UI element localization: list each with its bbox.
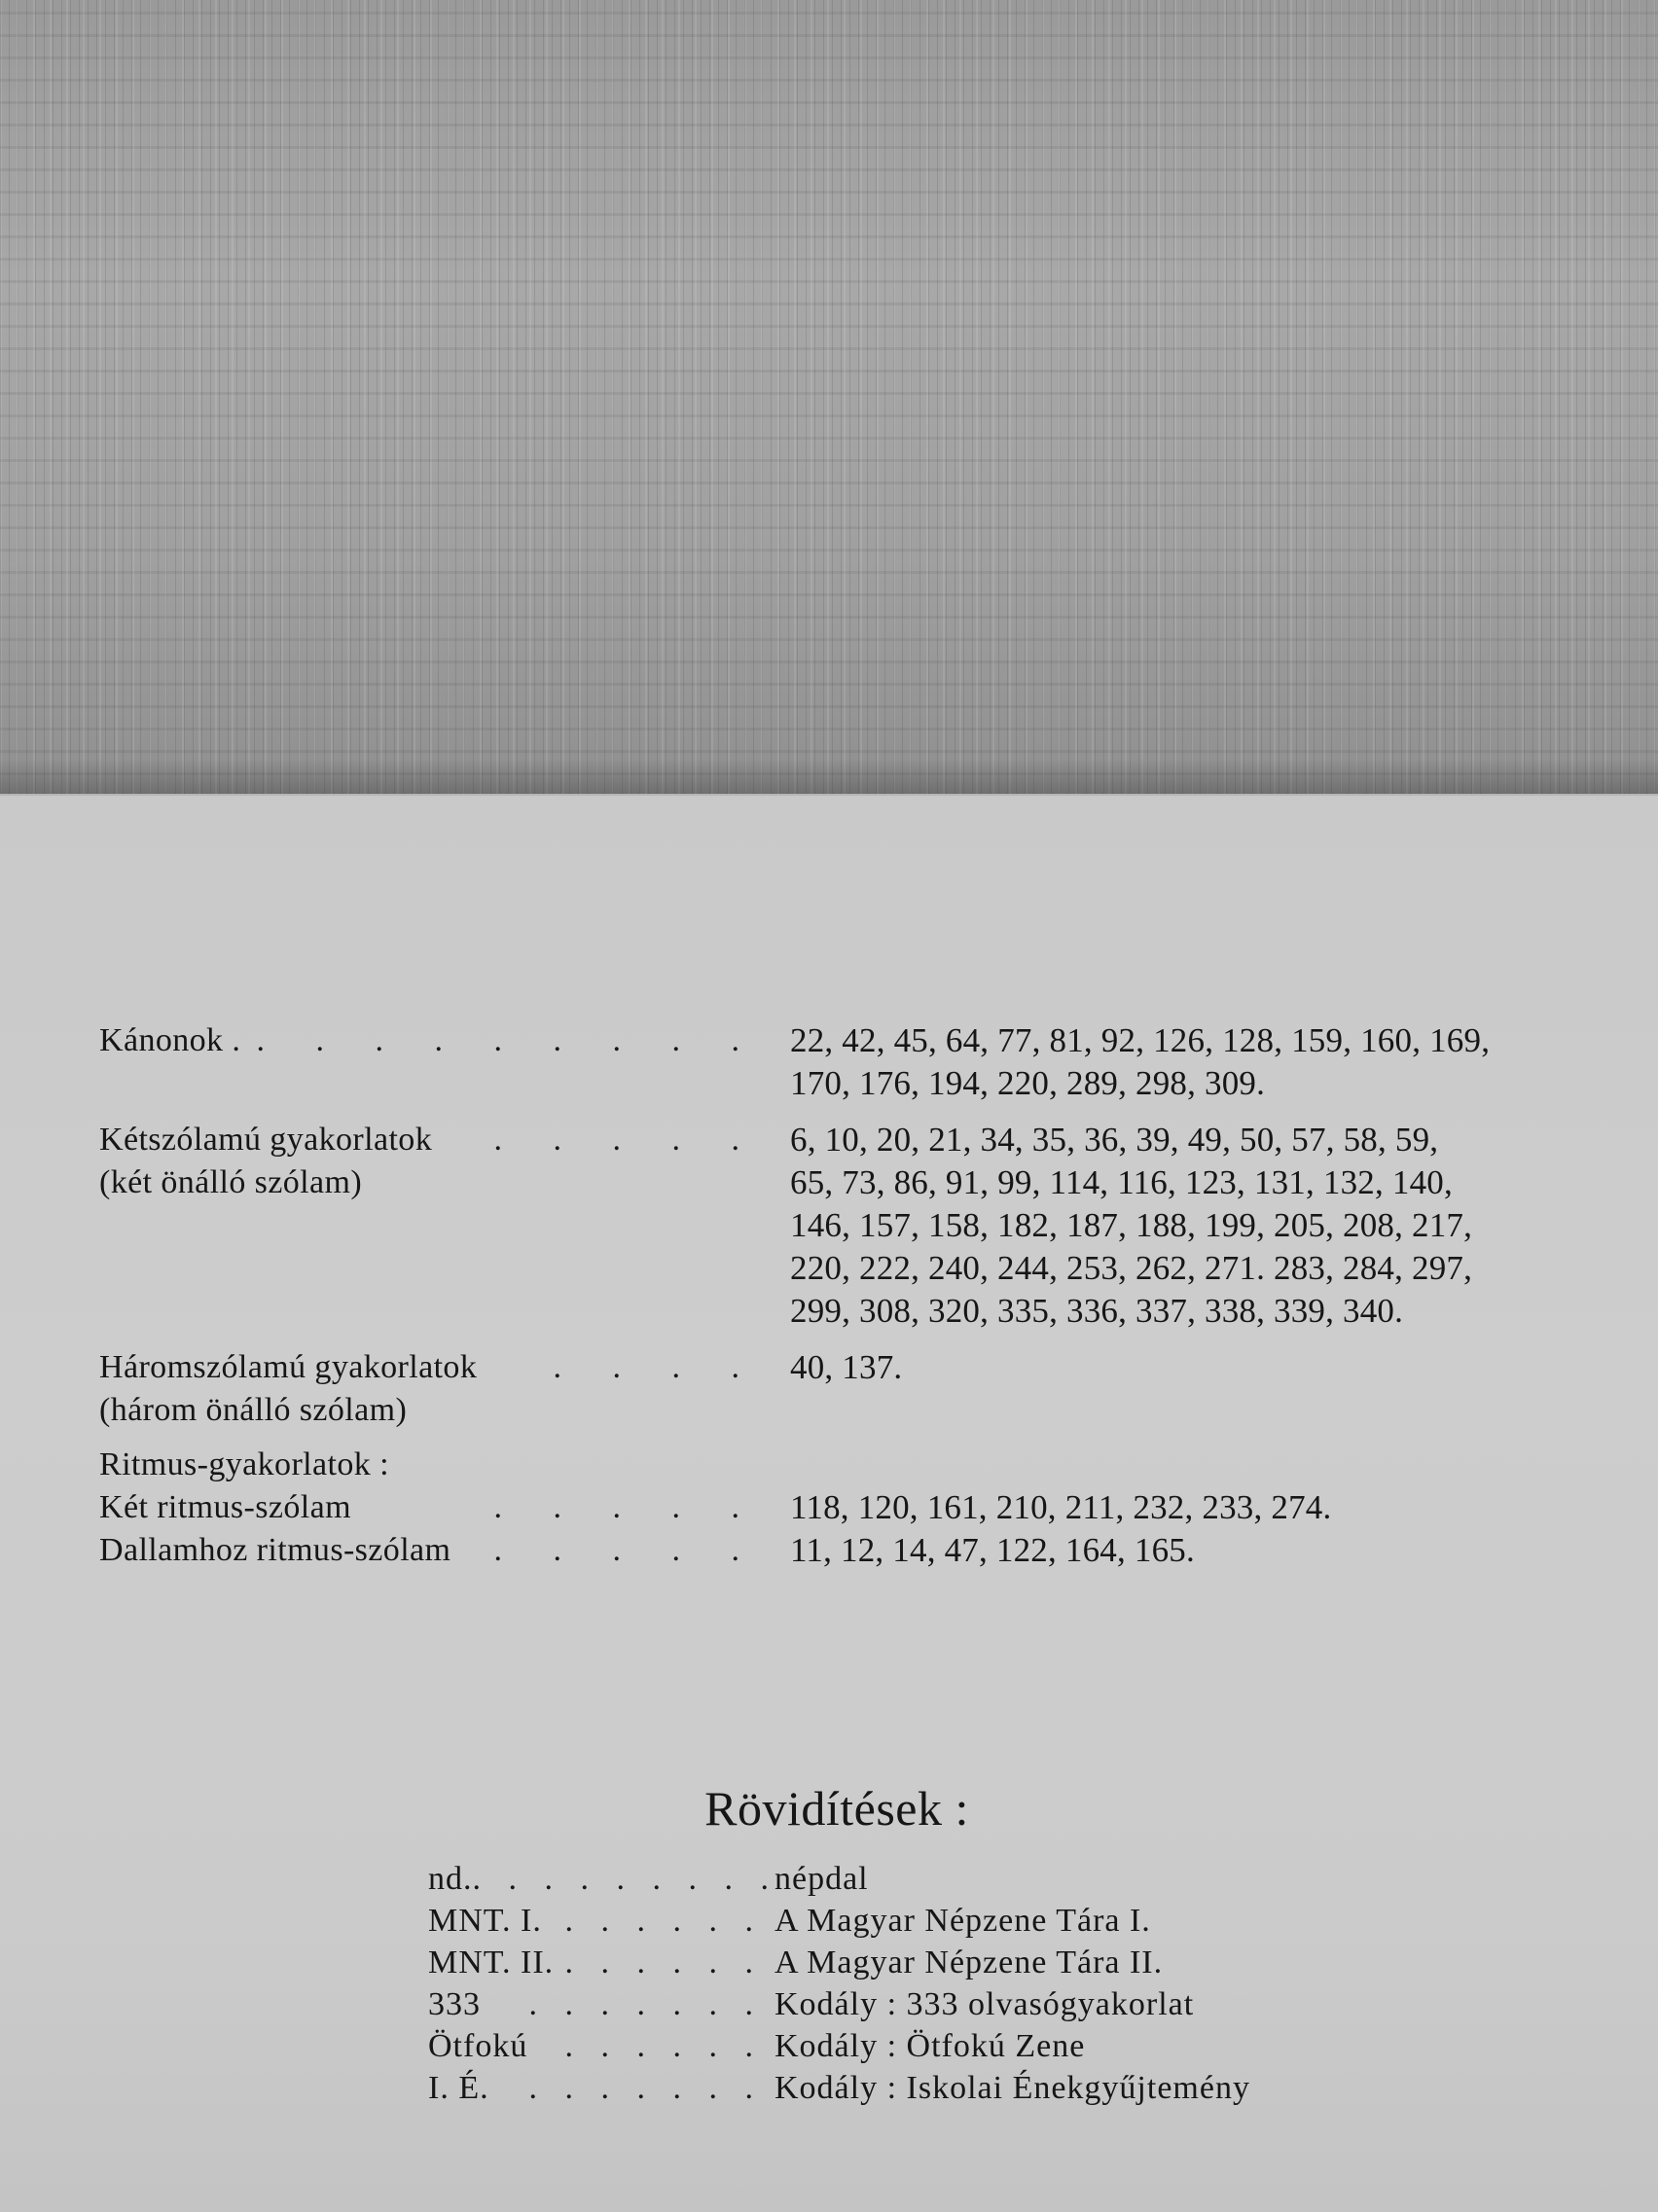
leader-dots: . . . . . .: [564, 2028, 763, 2064]
entry-values: [790, 1529, 1598, 1572]
leader-dots: . . . . . .: [564, 1944, 763, 1980]
abbreviation-row: [428, 2067, 1401, 2109]
abbreviations-title: Rövidítések :: [704, 1781, 969, 1836]
entry-values: [790, 1119, 1598, 1333]
abbreviation-value: A Magyar Népzene Tára I.: [775, 1903, 1151, 1939]
value-line: 40, 137.: [790, 1348, 903, 1386]
entry-label: [99, 1119, 790, 1333]
entry-label: [99, 1529, 790, 1572]
value-line: 22, 42, 45, 64, 77, 81, 92, 126, 128, 159, 160, 169,: [790, 1021, 1491, 1059]
leader-dots: . . . . .: [493, 1489, 761, 1525]
board-shadow: [0, 759, 1658, 798]
abbreviation-row: [428, 1900, 1401, 1942]
leader-dots: . . . . . .: [564, 1903, 763, 1939]
entry-label: [99, 1019, 790, 1105]
leader-dots: . . . . . . .: [528, 2070, 763, 2106]
entry-label-text: Két ritmus-szólam: [99, 1489, 351, 1525]
entry-label-text: Háromszólamú gyakorlatok: [99, 1349, 478, 1385]
index-entry-ketszolamu: [99, 1119, 1617, 1333]
abbreviation-row: [428, 2025, 1401, 2067]
abbreviation-row: [428, 1983, 1401, 2025]
abbreviations-list: [428, 1858, 1401, 2109]
value-line: 220, 222, 240, 244, 253, 262, 271. 283, 284, 297,: [790, 1249, 1473, 1287]
rhythm-heading: Ritmus-gyakorlatok :: [99, 1446, 389, 1482]
entry-values: [790, 1346, 1598, 1432]
leader-dots: . . . . . . .: [528, 1986, 763, 2022]
abbreviation-value: A Magyar Népzene Tára II.: [775, 1944, 1164, 1980]
value-line: 6, 10, 20, 21, 34, 35, 36, 39, 49, 50, 57, 58, 59,: [790, 1121, 1439, 1159]
value-line: 146, 157, 158, 182, 187, 188, 199, 205, 208, 217,: [790, 1206, 1473, 1244]
abbreviation-key: Ötfokú: [428, 2028, 528, 2064]
entry-label-text: Kánonok .: [99, 1022, 241, 1058]
entry-values: [790, 1019, 1598, 1105]
abbreviation-key: MNT. I.: [428, 1903, 542, 1939]
abbreviation-row: [428, 1942, 1401, 1983]
abbreviation-value: Kodály : 333 olvasógyakorlat: [775, 1986, 1195, 2022]
leader-dots: . . . . .: [493, 1532, 761, 1568]
value-line: 299, 308, 320, 335, 336, 337, 338, 339, 340.: [790, 1292, 1404, 1330]
value-line: 11, 12, 14, 47, 122, 164, 165.: [790, 1531, 1195, 1569]
abbreviation-key: nd.: [428, 1861, 473, 1897]
entry-label: [99, 1346, 790, 1432]
abbreviation-value: Kodály : Iskolai Énekgyűjtemény: [775, 2070, 1250, 2106]
abbreviation-key: I. É.: [428, 2070, 489, 2106]
index-entry-dallamhoz: [99, 1529, 1617, 1572]
entry-label: [99, 1486, 790, 1529]
abbreviation-row: [428, 1858, 1401, 1900]
book-page: [0, 794, 1658, 2212]
abbreviation-key: 333: [428, 1986, 481, 2022]
abbreviation-key: MNT. II.: [428, 1944, 555, 1980]
index-entry-ket-ritmus: [99, 1486, 1617, 1529]
value-line: 170, 176, 194, 220, 289, 298, 309.: [790, 1064, 1266, 1102]
entry-label-subtext: (három önálló szólam): [99, 1392, 408, 1428]
backing-board: [0, 0, 1658, 798]
leader-dots: . . . . . . . . .: [472, 1861, 778, 1897]
entry-label-text: Dallamhoz ritmus-szólam: [99, 1532, 451, 1568]
index-entry-haromszolamu: [99, 1346, 1617, 1432]
entry-values: [790, 1486, 1598, 1529]
entry-label-subtext: (két önálló szólam): [99, 1164, 363, 1200]
leader-dots: . . . . .: [493, 1122, 761, 1158]
index-entry-kanonok: [99, 1019, 1617, 1105]
abbreviation-value: népdal: [775, 1861, 869, 1897]
value-line: 118, 120, 161, 210, 211, 232, 233, 274.: [790, 1488, 1332, 1526]
leader-dots: . . . .: [553, 1349, 761, 1385]
abbreviation-value: Kodály : Ötfokú Zene: [775, 2028, 1086, 2064]
exercise-index: [99, 1019, 1617, 1572]
value-line: 65, 73, 86, 91, 99, 114, 116, 123, 131, 132, 140,: [790, 1163, 1453, 1201]
entry-label-text: Kétszólamú gyakorlatok: [99, 1122, 433, 1158]
leader-dots: . . . . . . . . .: [256, 1022, 761, 1058]
